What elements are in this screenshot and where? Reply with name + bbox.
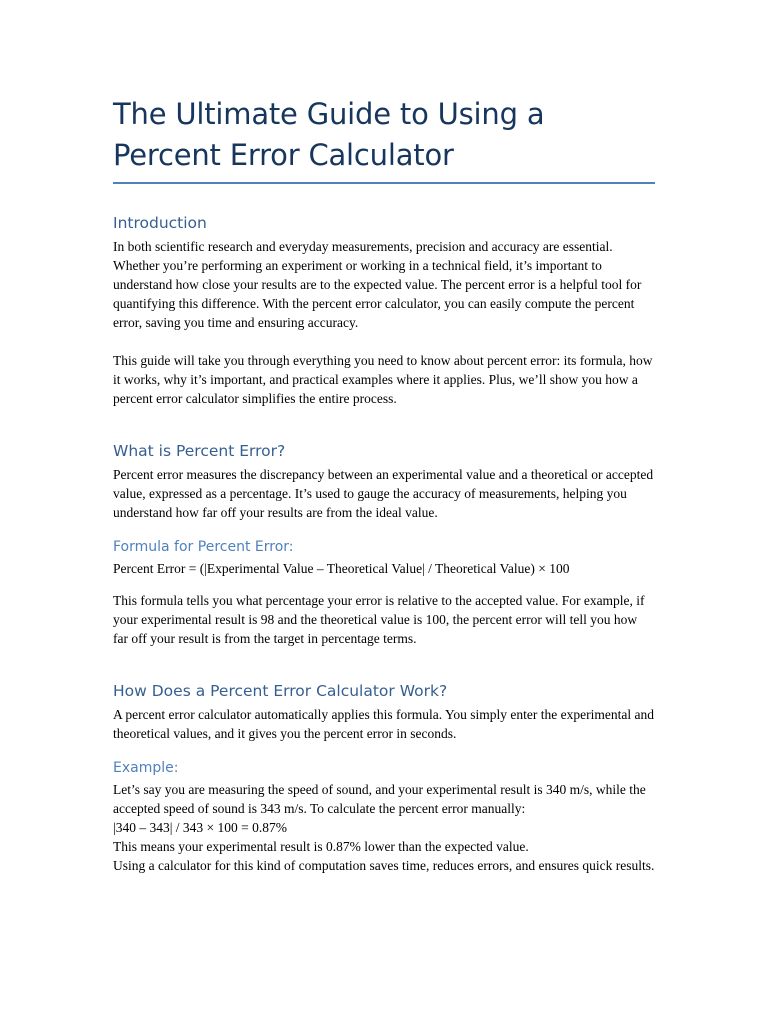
title-divider <box>113 182 655 184</box>
example-heading: Example: <box>113 760 179 776</box>
what-is-heading: What is Percent Error? <box>113 442 286 460</box>
what-is-section <box>113 440 655 522</box>
example-line-4: Using a calculator for this kind of computation saves time, reduces errors, and ensures quick results. <box>113 858 655 873</box>
formula-heading: Formula for Percent Error: <box>113 539 294 555</box>
formula-paragraph: This formula tells you what percentage your error is relative to the accepted value. For example, if your experimental result is 98 and the theoretical value is 100, the percent error will tell you how far off your result is from the target in percentage terms. <box>113 593 645 646</box>
what-is-paragraph: Percent error measures the discrepancy between an experimental value and a theoretical or accepted value, expressed as a percentage. It’s used to gauge the accuracy of measurements, helping you understand how far off your results are from the ideal value. <box>113 467 654 520</box>
how-works-heading: How Does a Percent Error Calculator Work? <box>113 682 448 700</box>
how-works-paragraph: A percent error calculator automatically applies this formula. You simply enter the experimental and theoretical values, and it gives you the percent error in seconds. <box>113 707 654 741</box>
example-line-1: Let’s say you are measuring the speed of sound, and your experimental result is 340 m/s, while the accepted speed of sound is 343 m/s. To calculate the percent error manually: <box>113 782 646 816</box>
introduction-paragraph-1: In both scientific research and everyday measurements, precision and accuracy are essential. Whether you’re performing an experiment or working in a technical field, it’s important to understand how close your results are to the expected value. The percent error is a helpful tool for quantifying this difference. With the percent error calculator, you can easily compute the percent error, saving you time and ensuring accuracy. <box>113 239 642 330</box>
example-section <box>113 758 655 875</box>
example-line-3: This means your experimental result is 0.87% lower than the expected value. <box>113 839 529 854</box>
introduction-heading: Introduction <box>113 214 207 232</box>
formula-line: Percent Error = (|Experimental Value – Theoretical Value| / Theoretical Value) × 100 <box>113 561 570 576</box>
example-line-2: |340 – 343| / 343 × 100 = 0.87% <box>113 820 288 835</box>
formula-section <box>113 537 655 648</box>
introduction-paragraph-2: This guide will take you through everything you need to know about percent error: its formula, how it works, why it’s important, and practical examples where it applies. Plus, we’ll show you how a percent error calculator simplifies the entire process. <box>113 353 653 406</box>
document-page <box>113 0 655 873</box>
page-title: The Ultimate Guide to Using a Percent Error Calculator <box>113 97 545 172</box>
introduction-section <box>113 212 655 408</box>
how-works-section <box>113 680 655 743</box>
